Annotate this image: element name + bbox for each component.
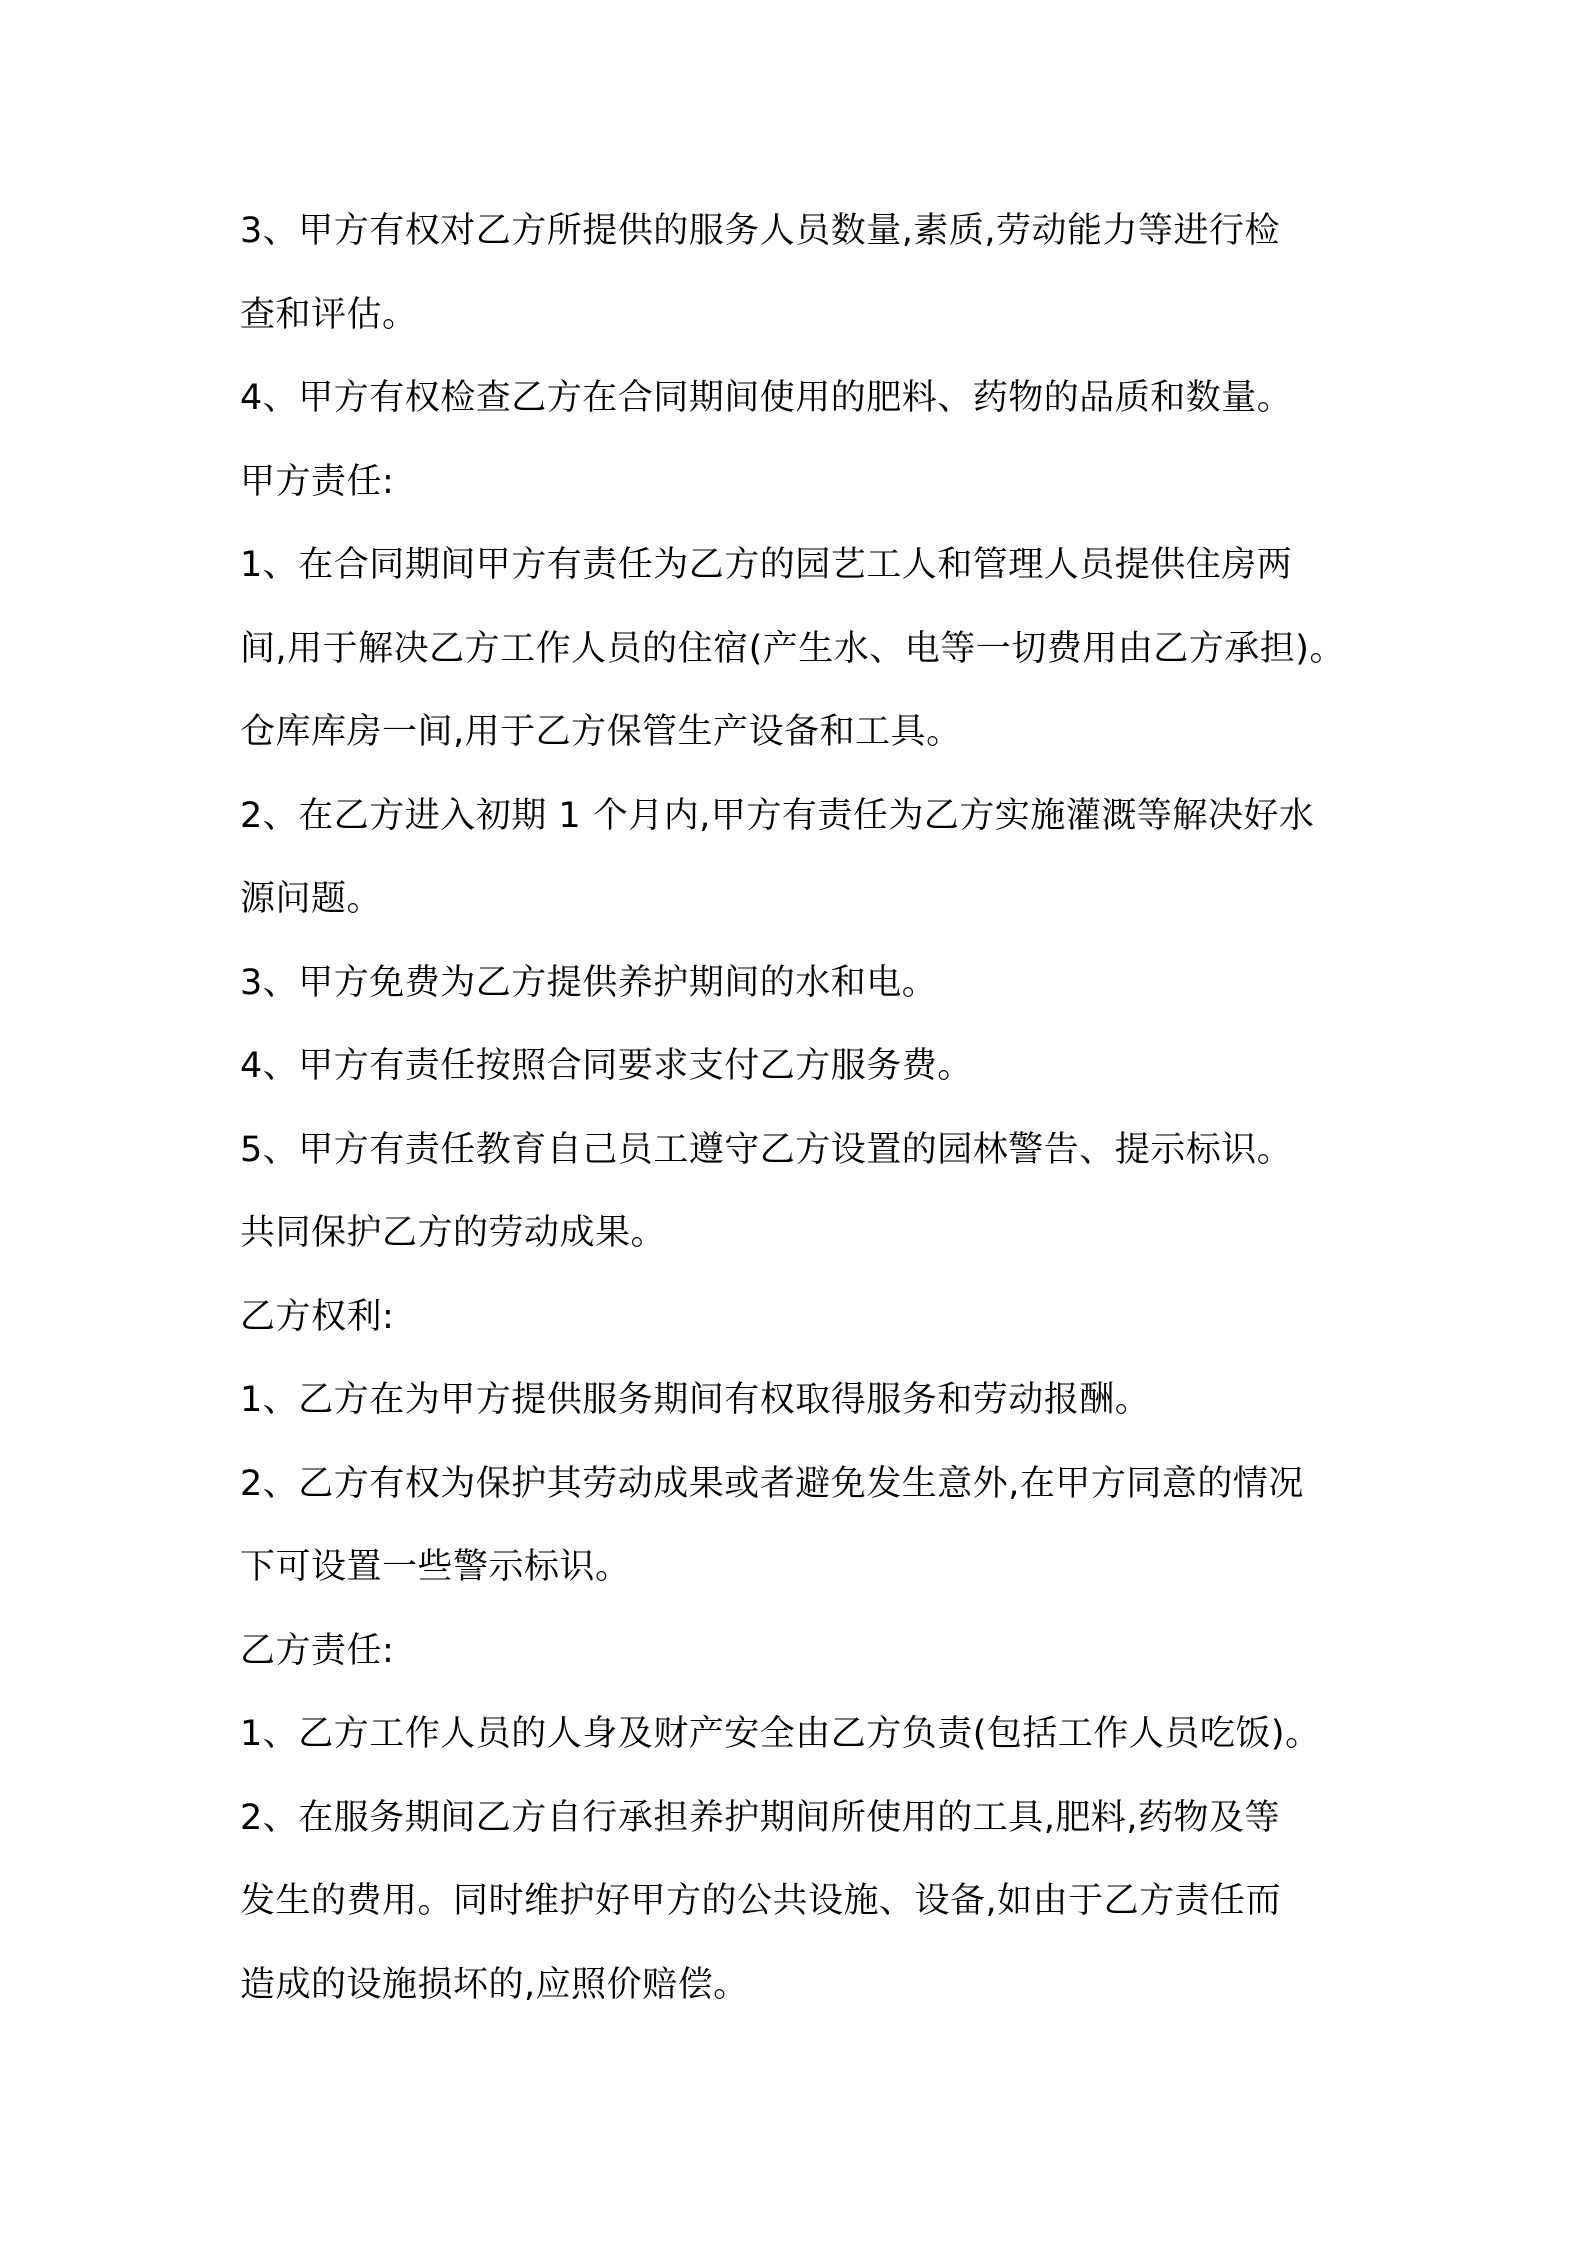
text-line: 1、乙方在为甲方提供服务期间有权取得服务和劳动报酬。 — [240, 1380, 1151, 1420]
text-line: 4、甲方有权检查乙方在合同期间使用的肥料、药物的品质和数量。 — [240, 378, 1293, 418]
text-line: 3、甲方有权对乙方所提供的服务人员数量,素质,劳动能力等进行检 — [240, 211, 1281, 251]
text-line: 发生的费用。同时维护好甲方的公共设施、设备,如由于乙方责任而 — [240, 1881, 1282, 1921]
text-line: 2、在乙方进入初期 1 个月内,甲方有责任为乙方实施灌溉等解决好水 — [240, 795, 1315, 836]
text-line: 下可设置一些警示标识。 — [240, 1547, 631, 1587]
text-line: 2、乙方有权为保护其劳动成果或者避免发生意外,在甲方同意的情况 — [240, 1463, 1304, 1504]
section-heading-party-b-rights: 乙方权利: — [240, 1296, 395, 1337]
text-line: 共同保护乙方的劳动成果。 — [240, 1213, 667, 1253]
text-line: 造成的设施损坏的,应照价赔偿。 — [240, 1964, 749, 2005]
text-line: 间,用于解决乙方工作人员的住宿(产生水、电等一切费用由乙方承担)。 — [240, 628, 1345, 669]
text-line: 5、甲方有责任教育自己员工遵守乙方设置的园林警告、提示标识。 — [240, 1129, 1293, 1170]
text-line: 源问题。 — [240, 879, 383, 919]
text-line: 1、乙方工作人员的人身及财产安全由乙方负责(包括工作人员吃饭)。 — [240, 1714, 1321, 1754]
text-line: 4、甲方有责任按照合同要求支付乙方服务费。 — [240, 1046, 973, 1086]
section-heading-party-a-responsibility: 甲方责任: — [240, 461, 395, 502]
document-body — [240, 190, 1380, 2027]
section-heading-party-b-responsibility: 乙方责任: — [240, 1630, 395, 1671]
text-line: 3、甲方免费为乙方提供养护期间的水和电。 — [240, 962, 938, 1003]
text-line: 仓库库房一间,用于乙方保管生产设备和工具。 — [240, 712, 962, 752]
text-line: 查和评估。 — [240, 294, 418, 335]
text-line: 2、在服务期间乙方自行承担养护期间所使用的工具,肥料,药物及等 — [240, 1797, 1281, 1838]
text-line: 1、在合同期间甲方有责任为乙方的园艺工人和管理人员提供住房两 — [240, 545, 1293, 585]
